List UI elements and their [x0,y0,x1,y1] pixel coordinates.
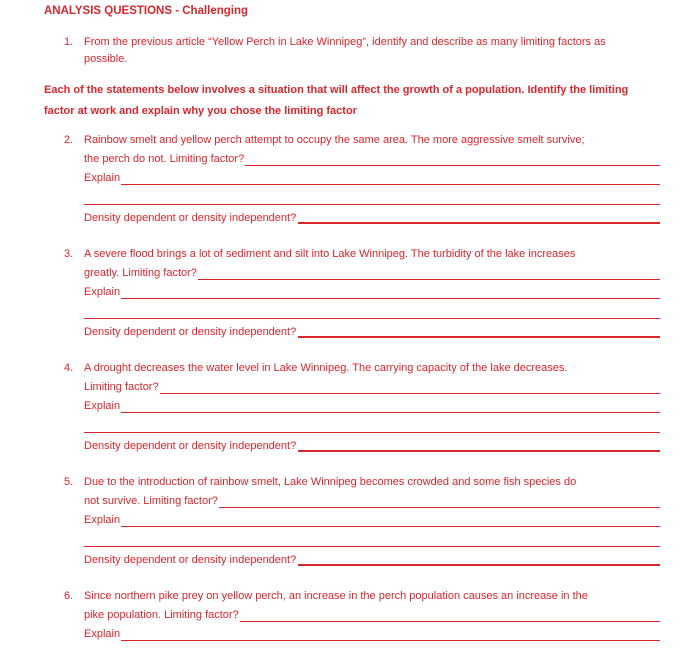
question-5 [64,473,660,570]
density-row [84,550,660,570]
limiting-factor-blank[interactable] [160,379,660,394]
explain-blank[interactable] [121,170,660,185]
limiting-factor-label: the perch do not. Limiting factor? [84,153,245,165]
explain-row [84,169,660,188]
explain-blank-continued[interactable] [84,418,660,433]
explain-label: Explain [84,514,121,526]
density-label: Density dependent or density independent? [84,554,297,566]
limiting-factor-blank[interactable] [245,151,660,166]
question-text: 5. Due to the introduction of rainbow smelt, Lake Winnipeg becomes crowded and some fish species do [64,473,660,492]
explain-row [84,283,660,302]
limiting-factor-label: pike population. Limiting factor? [84,609,239,621]
question-number: 1. [64,36,74,48]
question-number: 3. [64,248,74,260]
density-blank[interactable] [298,550,660,566]
density-label: Density dependent or density independent? [84,212,297,224]
question-text: 4. A drought decreases the water level in Lake Winnipeg. The carrying capacity of the lake decreases. [64,359,660,378]
limiting-factor-row [84,378,660,397]
limiting-factor-label: greatly. Limiting factor? [84,267,197,279]
limiting-factor-label: Limiting factor? [84,381,159,393]
explain-label: Explain [84,286,121,298]
limiting-factor-label: not survive. Limiting factor? [84,495,218,507]
question-1 [64,34,644,67]
limiting-factor-blank[interactable] [240,607,660,622]
limiting-factor-row [84,492,660,511]
explain-label: Explain [84,628,121,640]
page-title: ANALYSIS QUESTIONS - Challenging [44,5,249,17]
density-label: Density dependent or density independent? [84,326,297,338]
limiting-factor-blank[interactable] [198,265,660,280]
density-blank[interactable] [298,208,660,224]
explain-row [84,511,660,530]
explain-blank[interactable] [121,512,660,527]
question-number: 2. [64,134,74,146]
question-text: From the previous article “Yellow Perch in Lake Winnipeg”, identify and describe as many limiting factors as possible. [84,36,606,65]
question-2 [64,131,660,228]
explain-blank[interactable] [121,626,660,641]
question-6 [64,587,660,644]
explain-row [84,397,660,416]
limiting-factor-row [84,264,660,283]
limiting-factor-blank[interactable] [219,493,660,508]
explain-blank[interactable] [121,398,660,413]
explain-label: Explain [84,400,121,412]
limiting-factor-row [84,150,660,169]
question-number: 5. [64,476,74,488]
question-text: 6. Since northern pike prey on yellow perch, an increase in the perch population causes an increase in the [64,587,660,606]
explain-blank[interactable] [121,284,660,299]
question-text: 2. Rainbow smelt and yellow perch attempt to occupy the same area. The more aggressive smelt survive; [64,131,660,150]
explain-continuation-row [84,302,660,322]
density-row [84,322,660,342]
density-row [84,208,660,228]
question-3 [64,245,660,342]
explain-row [84,625,660,644]
question-number: 6. [64,590,74,602]
explain-blank-continued[interactable] [84,532,660,547]
explain-blank-continued[interactable] [84,190,660,205]
explain-blank-continued[interactable] [84,304,660,319]
density-label: Density dependent or density independent? [84,440,297,452]
density-blank[interactable] [298,436,660,452]
question-text: 3. A severe flood brings a lot of sediment and silt into Lake Winnipeg. The turbidity of the lake increases [64,245,660,264]
question-4 [64,359,660,456]
limiting-factor-row [84,606,660,625]
section-instructions: Each of the statements below involves a situation that will affect the growth of a population. Identify the limiting factor at work and explain why you chose the limiting factor [44,84,629,117]
density-blank[interactable] [298,322,660,338]
explain-continuation-row [84,530,660,550]
density-row [84,436,660,456]
question-number: 4. [64,362,74,374]
explain-continuation-row [84,188,660,208]
explain-label: Explain [84,172,121,184]
explain-continuation-row [84,416,660,436]
